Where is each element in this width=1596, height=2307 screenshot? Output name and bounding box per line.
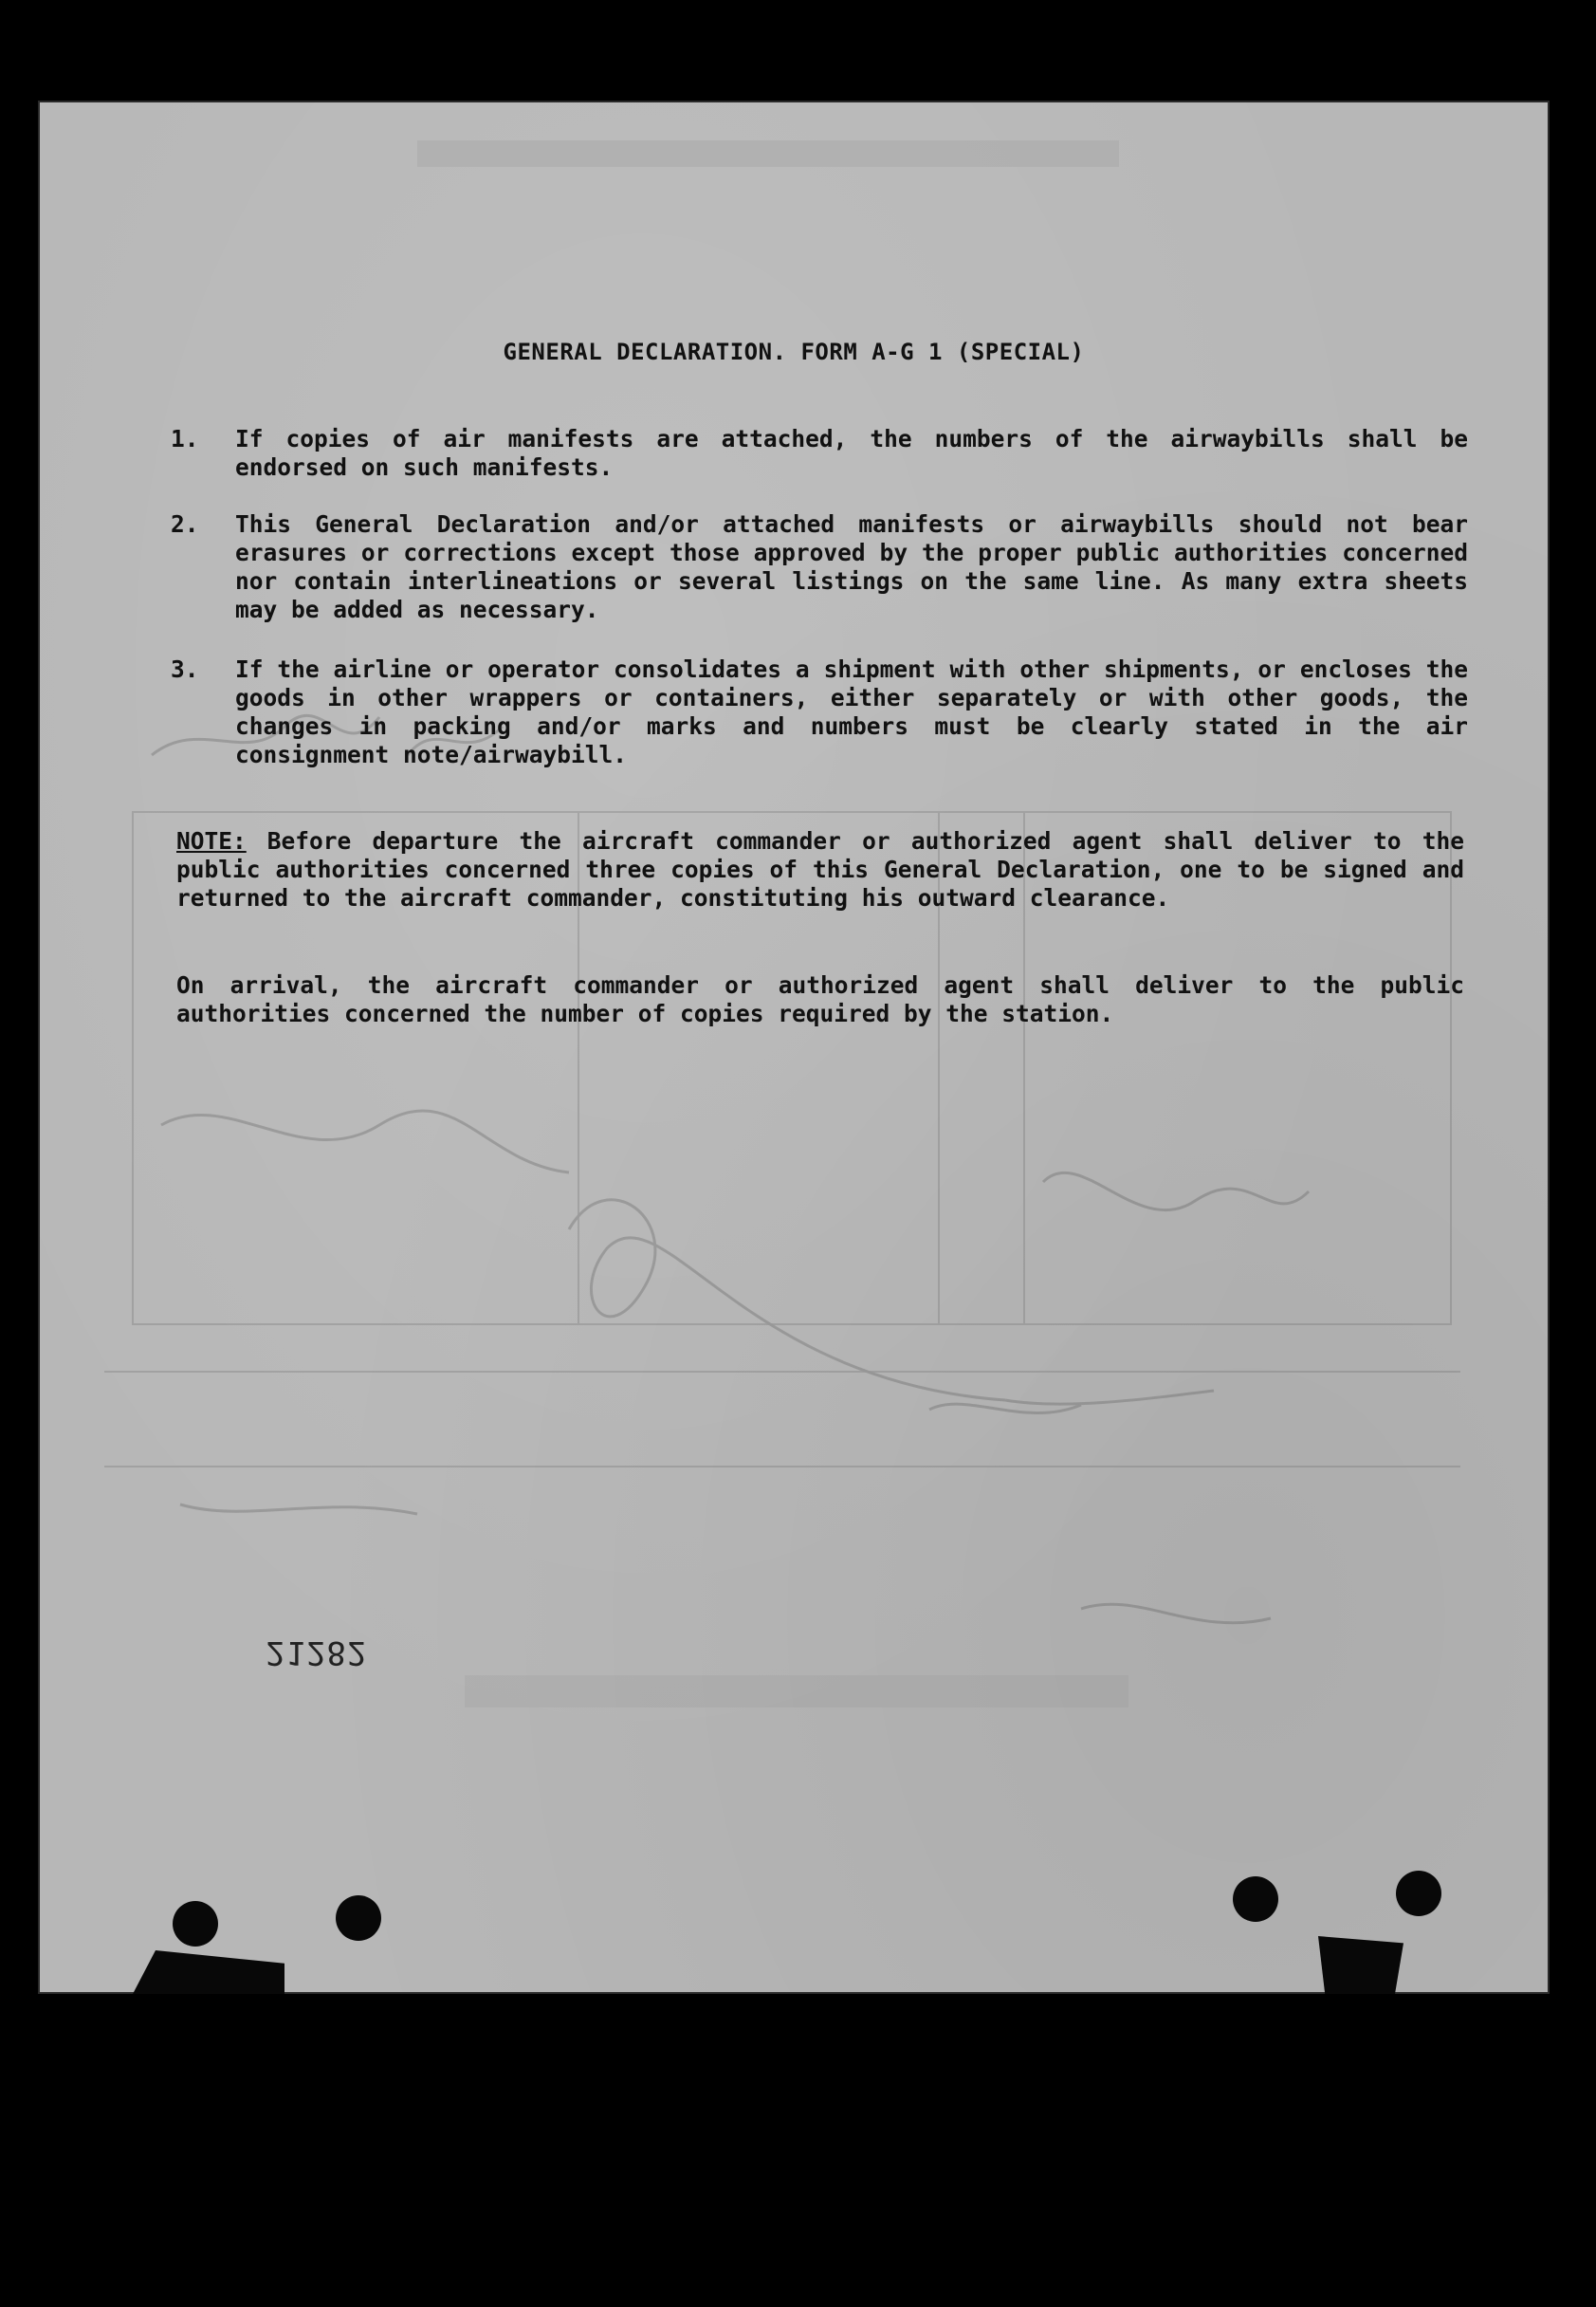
declaration-text bbox=[38, 101, 1550, 1994]
item-number: 1. bbox=[171, 425, 199, 452]
note-label: NOTE: bbox=[176, 827, 247, 855]
item-text: If copies of air manifests are attached, the numbers of the airwaybills shall be endorsed on such manifests. bbox=[235, 425, 1468, 481]
arrival-paragraph: On arrival, the aircraft commander or authorized agent shall deliver to the public authorities concerned the number of copies required by the station. bbox=[176, 971, 1464, 1027]
note-text: Before departure the aircraft commander or authorized agent shall deliver to the public authorities concerned three copies of this General Declaration, one to be signed and returned to the aircraft commander, constituting his outward clearance. bbox=[176, 827, 1464, 912]
scan-background bbox=[0, 1994, 1596, 2307]
paper-tear bbox=[1318, 1936, 1403, 1994]
punch-hole-left-2 bbox=[336, 1895, 381, 1941]
note-paragraph bbox=[176, 827, 1464, 913]
item-number: 2. bbox=[171, 510, 199, 538]
item-text: This General Declaration and/or attached manifests or airwaybills should not bear erasures or corrections except those approved by the proper public authorities concerned nor contain interlineations or several listings on the same line. As many extra sheets may be added as necessary. bbox=[235, 510, 1468, 623]
item-number: 3. bbox=[171, 655, 199, 683]
punch-hole-right-2 bbox=[1396, 1871, 1441, 1916]
punch-hole-right-1 bbox=[1233, 1876, 1278, 1922]
item-text: If the airline or operator consolidates a shipment with other shipments, or encloses the goods in other wrappers or containers, either separately or with other goods, the changes in packing and/or marks and numbers must be clearly stated in the air consignment note/airwaybill. bbox=[235, 655, 1468, 768]
stamped-number: 21282 bbox=[266, 1633, 368, 1671]
form-title: GENERAL DECLARATION. FORM A-G 1 (SPECIAL) bbox=[503, 339, 1085, 365]
punch-hole-left-1 bbox=[173, 1901, 218, 1947]
document-page bbox=[38, 101, 1550, 1994]
